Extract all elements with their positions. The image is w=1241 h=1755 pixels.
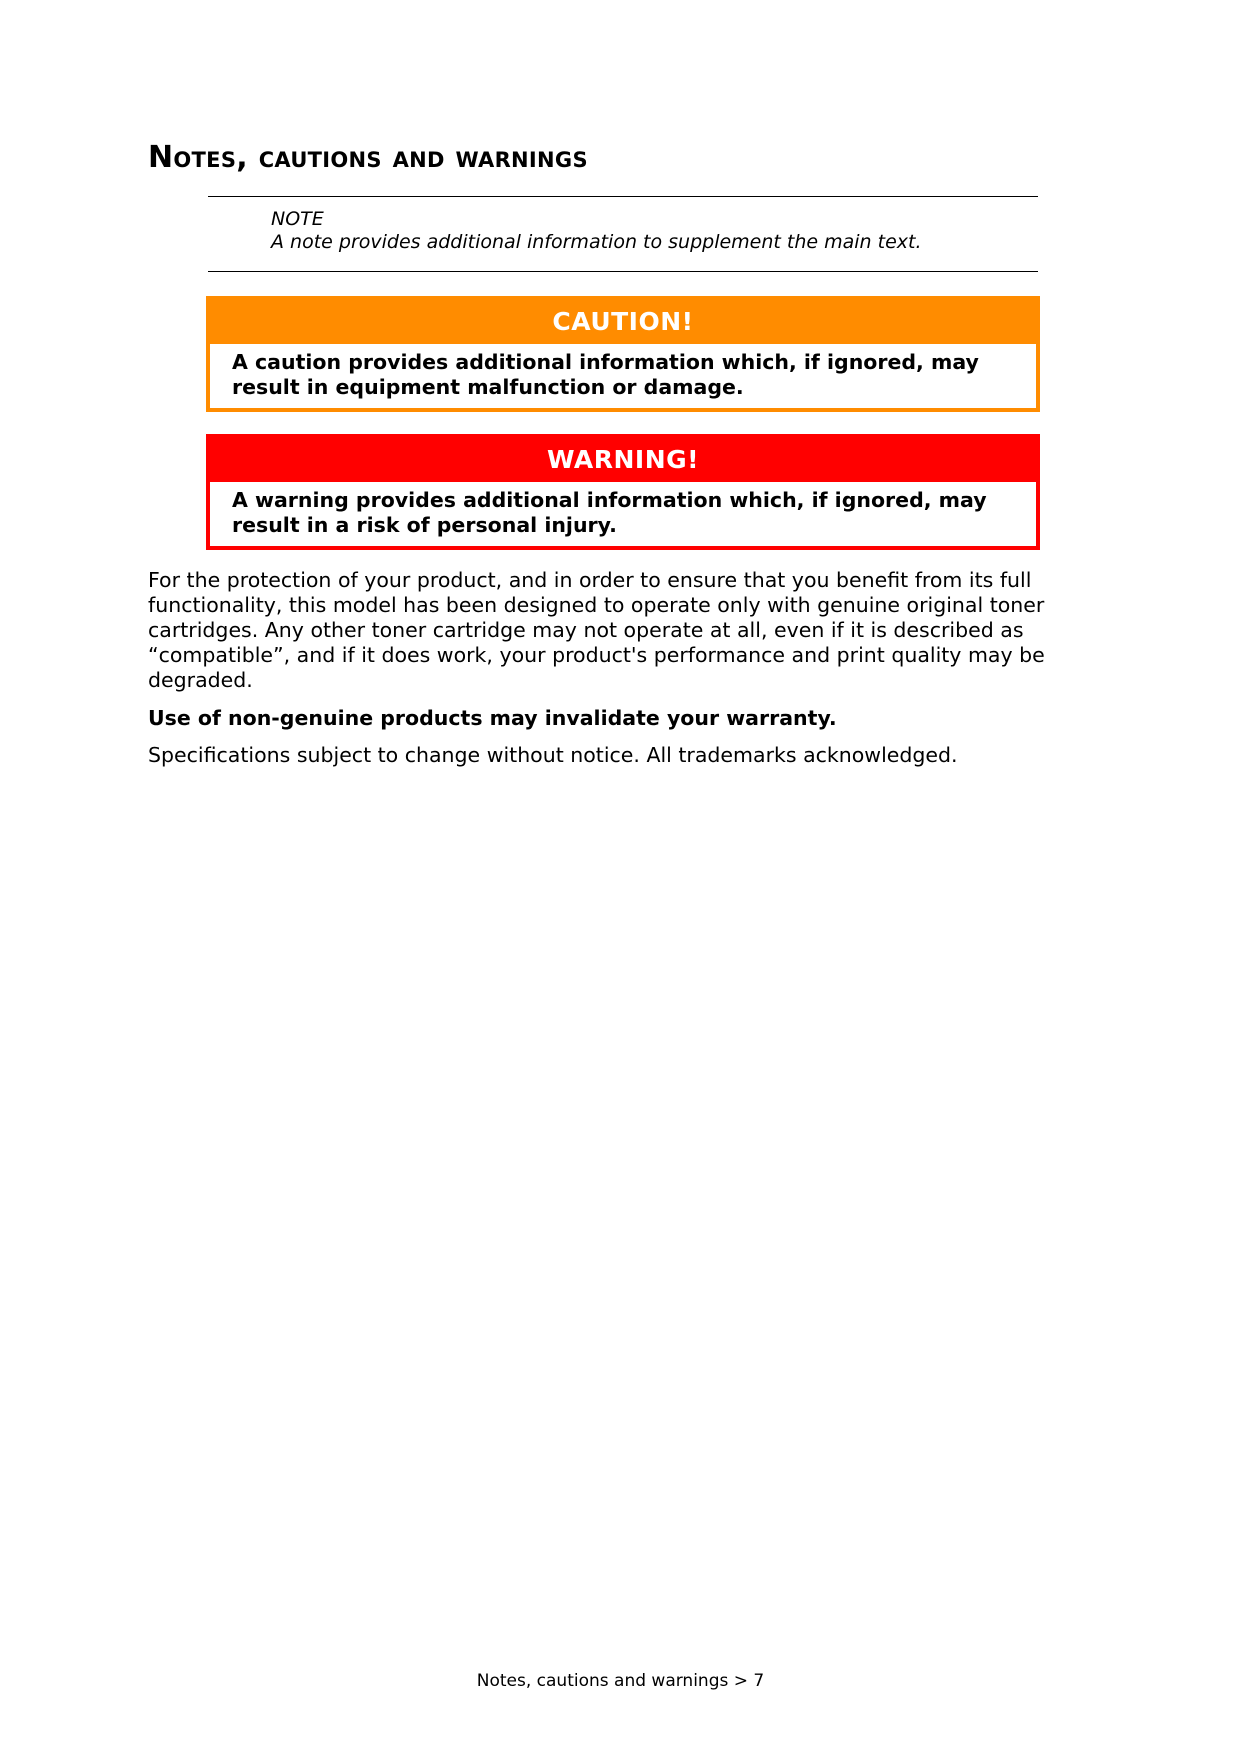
warning-body: A warning provides additional information which, if ignored, may result in a risk of personal injury. xyxy=(210,482,1036,546)
note-label: NOTE xyxy=(271,208,324,230)
page-title: Notes, cautions and warnings xyxy=(148,140,588,175)
warning-header: WARNING! xyxy=(210,438,1036,482)
page-footer: Notes, cautions and warnings > 7 xyxy=(476,1671,765,1691)
specifications-statement: Specifications subject to change without notice. All trademarks acknowledged. xyxy=(148,743,958,767)
caution-body: A caution provides additional information which, if ignored, may result in equipment malfunction or damage. xyxy=(210,344,1036,408)
caution-header: CAUTION! xyxy=(210,300,1036,344)
note-block xyxy=(208,196,1038,272)
note-text: A note provides additional information to supplement the main text. xyxy=(271,231,922,253)
warranty-statement: Use of non-genuine products may invalidate your warranty. xyxy=(148,706,837,730)
caution-box xyxy=(206,296,1040,412)
warning-box xyxy=(206,434,1040,550)
toner-paragraph: For the protection of your product, and in order to ensure that you benefit from its full functionality, this model has been designed to operate only with genuine original toner cartridges. Any other toner cartridge may not operate at all, even if it is described as “compatible”, and if it does work, your product's performance and print quality may be degraded. xyxy=(148,568,1045,692)
